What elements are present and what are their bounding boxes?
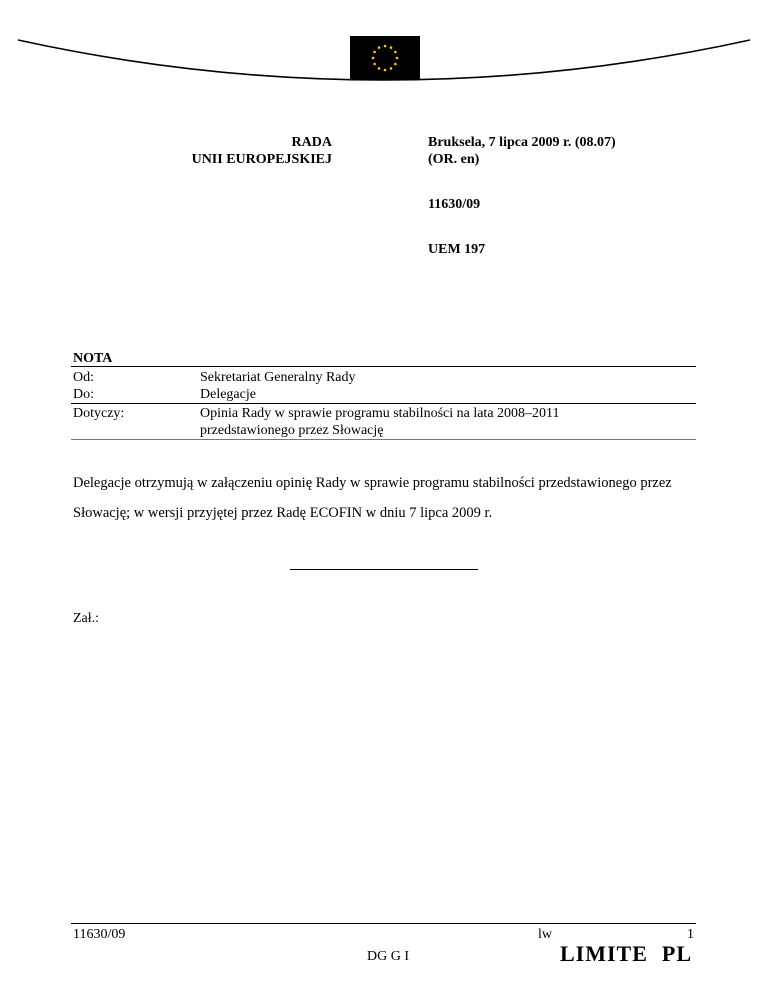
subject-line1: Opinia Rady w sprawie programu stabilności na lata 2008–2011 — [200, 406, 560, 421]
rule-top — [71, 366, 696, 367]
flag-star — [384, 69, 387, 72]
file-code: UEM 197 — [428, 242, 486, 257]
flag-star — [372, 57, 375, 60]
flag-star — [384, 45, 387, 48]
language-code: PL — [661, 941, 693, 966]
flag-star — [394, 51, 397, 54]
eu-flag-icon — [350, 36, 420, 80]
footer-initials: lw — [538, 927, 552, 942]
from-value: Sekretariat Generalny Rady — [200, 370, 356, 385]
classification-label: LIMITE — [560, 941, 648, 966]
flag-star — [394, 63, 397, 66]
flag-star — [378, 67, 381, 70]
attachment-label: Zał.: — [73, 611, 100, 626]
body-text: Delegacje otrzymują w załączeniu opinię Rady w sprawie programu stabilności przedstawionego przez Słowację; w wersji przyjętej przez Radę ECOFIN w dniu 7 lipca 2009 r. — [73, 475, 672, 521]
footer-rule — [71, 923, 696, 924]
flag-star — [390, 46, 393, 49]
council-line1: RADA — [291, 135, 332, 150]
original-language: (OR. en) — [428, 152, 480, 167]
date-line: Bruksela, 7 lipca 2009 r. (08.07) — [428, 135, 616, 150]
document-meta — [428, 134, 728, 258]
subject-line2: przedstawionego przez Słowację — [200, 423, 384, 438]
council-line2: UNII EUROPEJSKIEJ — [191, 152, 332, 167]
note-type: NOTA — [73, 351, 113, 366]
council-name — [150, 134, 332, 168]
rule-bottom — [71, 439, 696, 440]
footer-classification — [560, 941, 692, 967]
to-label: Do: — [73, 387, 94, 402]
flag-star — [378, 46, 381, 49]
flag-star — [373, 51, 376, 54]
flag-star — [373, 63, 376, 66]
subject-value — [200, 405, 690, 439]
subject-label: Dotyczy: — [73, 406, 125, 421]
from-label: Od: — [73, 370, 94, 385]
flag-star — [396, 57, 399, 60]
rule-middle — [71, 403, 696, 404]
flag-star — [390, 67, 393, 70]
footer-unit: DG G I — [367, 949, 409, 964]
footer-page-number: 1 — [687, 927, 694, 942]
to-value: Delegacje — [200, 387, 256, 402]
footer-reference: 11630/09 — [73, 927, 126, 942]
separator-line — [290, 569, 478, 570]
document-number: 11630/09 — [428, 197, 481, 212]
